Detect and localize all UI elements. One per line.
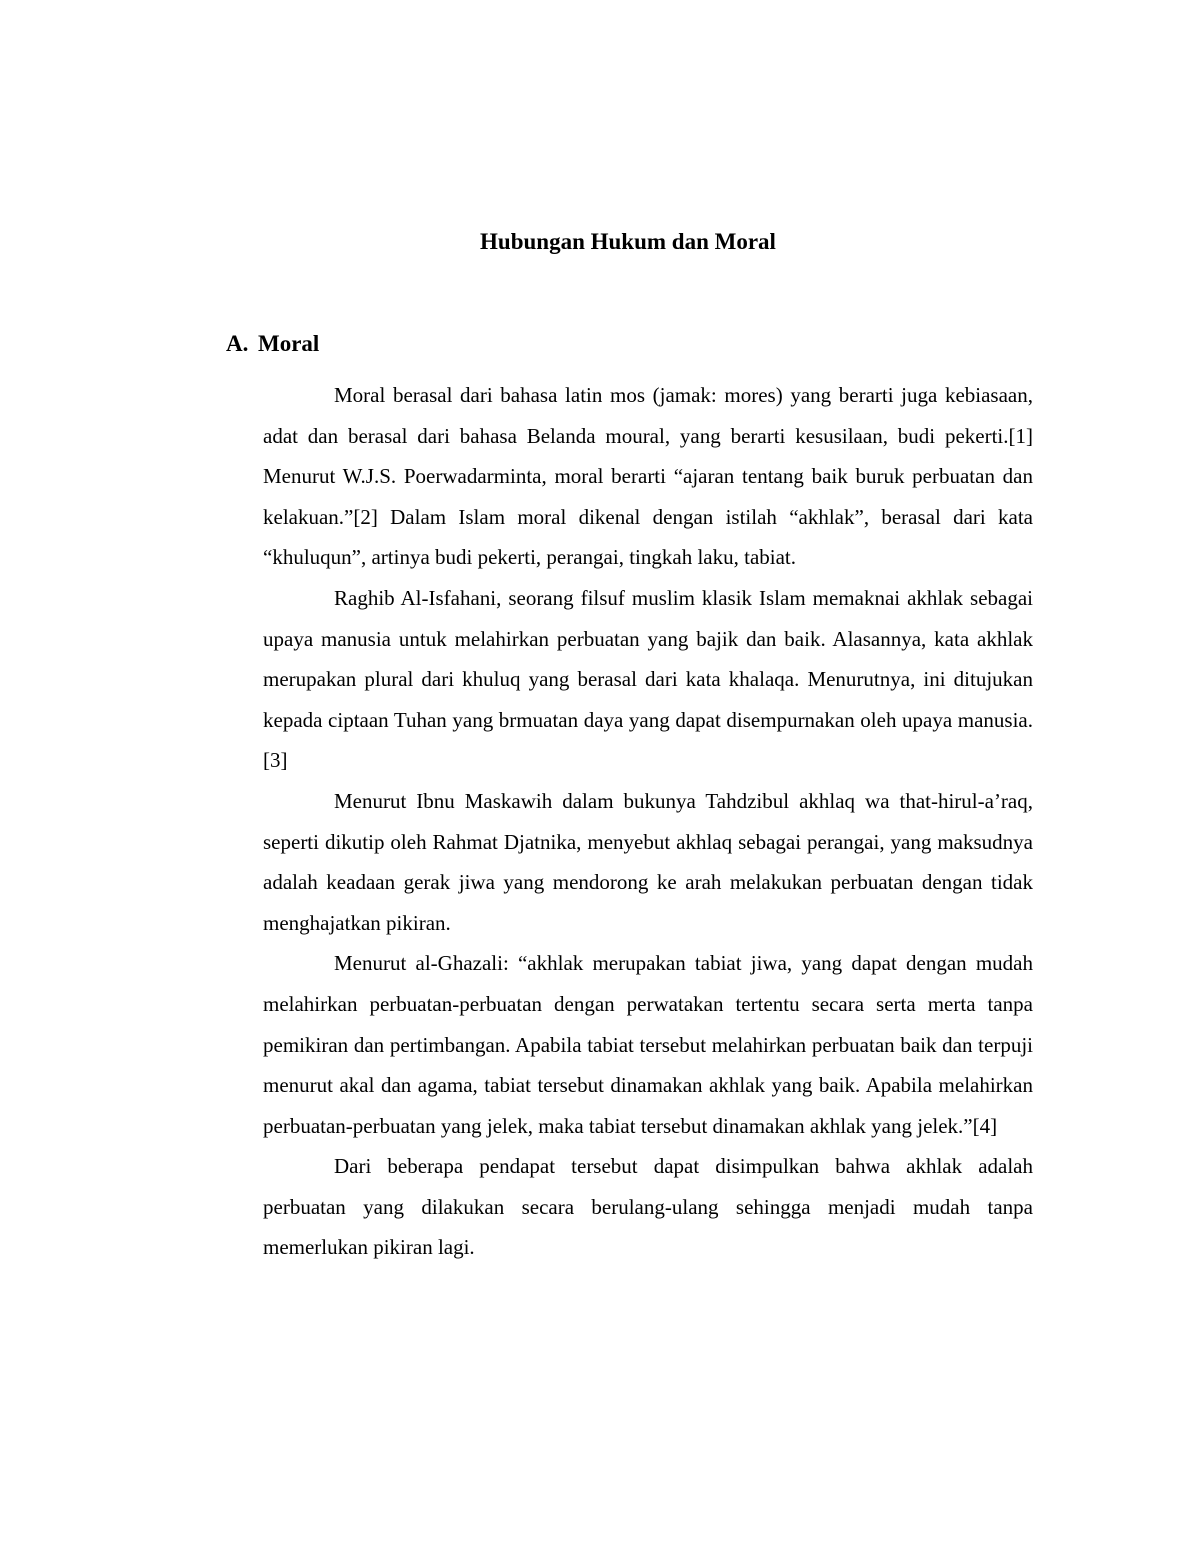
paragraph-moral-definition: Moral berasal dari bahasa latin mos (jamak: mores) yang berarti juga kebiasaan, adat dan berasal dari bahasa Belanda moural, yang berarti kesusilaan, budi pekerti.[1] Menurut W.J.S. Poerwadarminta, moral berarti “ajaran tentang baik buruk perbuatan dan kelakuan.”[2] Dalam Islam moral dikenal dengan istilah “akhlak”, berasal dari kata “khuluqun”, artinya budi pekerti, perangai, tingkah laku, tabiat. <box>263 383 1033 570</box>
section-letter: A. <box>226 331 249 356</box>
section-heading <box>226 326 319 362</box>
document-title: Hubungan Hukum dan Moral <box>480 229 776 254</box>
section-body <box>263 375 1033 1268</box>
paragraph-al-ghazali: Menurut al-Ghazali: “akhlak merupakan tabiat jiwa, yang dapat dengan mudah melahirkan perbuatan-perbuatan dengan perwatakan tertentu secara serta merta tanpa pemikiran dan pertimbangan. Apabila tabiat tersebut melahirkan perbuatan baik dan terpuji menurut akal dan agama, tabiat tersebut dinamakan akhlak yang baik. Apabila melahirkan perbuatan-perbuatan yang jelek, maka tabiat tersebut dinamakan akhlak yang jelek.”[4] <box>263 951 1033 1138</box>
paragraph-ibnu-maskawih: Menurut Ibnu Maskawih dalam bukunya Tahdzibul akhlaq wa that-hirul-a’raq, seperti dikutip oleh Rahmat Djatnika, menyebut akhlaq sebagai perangai, yang maksudnya adalah keadaan gerak jiwa yang mendorong ke arah melakukan perbuatan dengan tidak menghajatkan pikiran. <box>263 788 1033 935</box>
paragraph-raghib-al-isfahani: Raghib Al-Isfahani, seorang filsuf muslim klasik Islam memaknai akhlak sebagai upaya manusia untuk melahirkan perbuatan yang bajik dan baik. Alasannya, kata akhlak merupakan plural dari khuluq yang berasal dari kata khalaqa. Menurutnya, ini ditujukan kepada ciptaan Tuhan yang brmuatan daya yang dapat disempurnakan oleh upaya manusia.[3] <box>263 585 1033 773</box>
paragraph-conclusion: Dari beberapa pendapat tersebut dapat disimpulkan bahwa akhlak adalah perbuatan yang dilakukan secara berulang-ulang sehingga menjadi mudah tanpa memerlukan pikiran lagi. <box>263 1154 1033 1260</box>
section-heading-text: Moral <box>258 331 320 356</box>
